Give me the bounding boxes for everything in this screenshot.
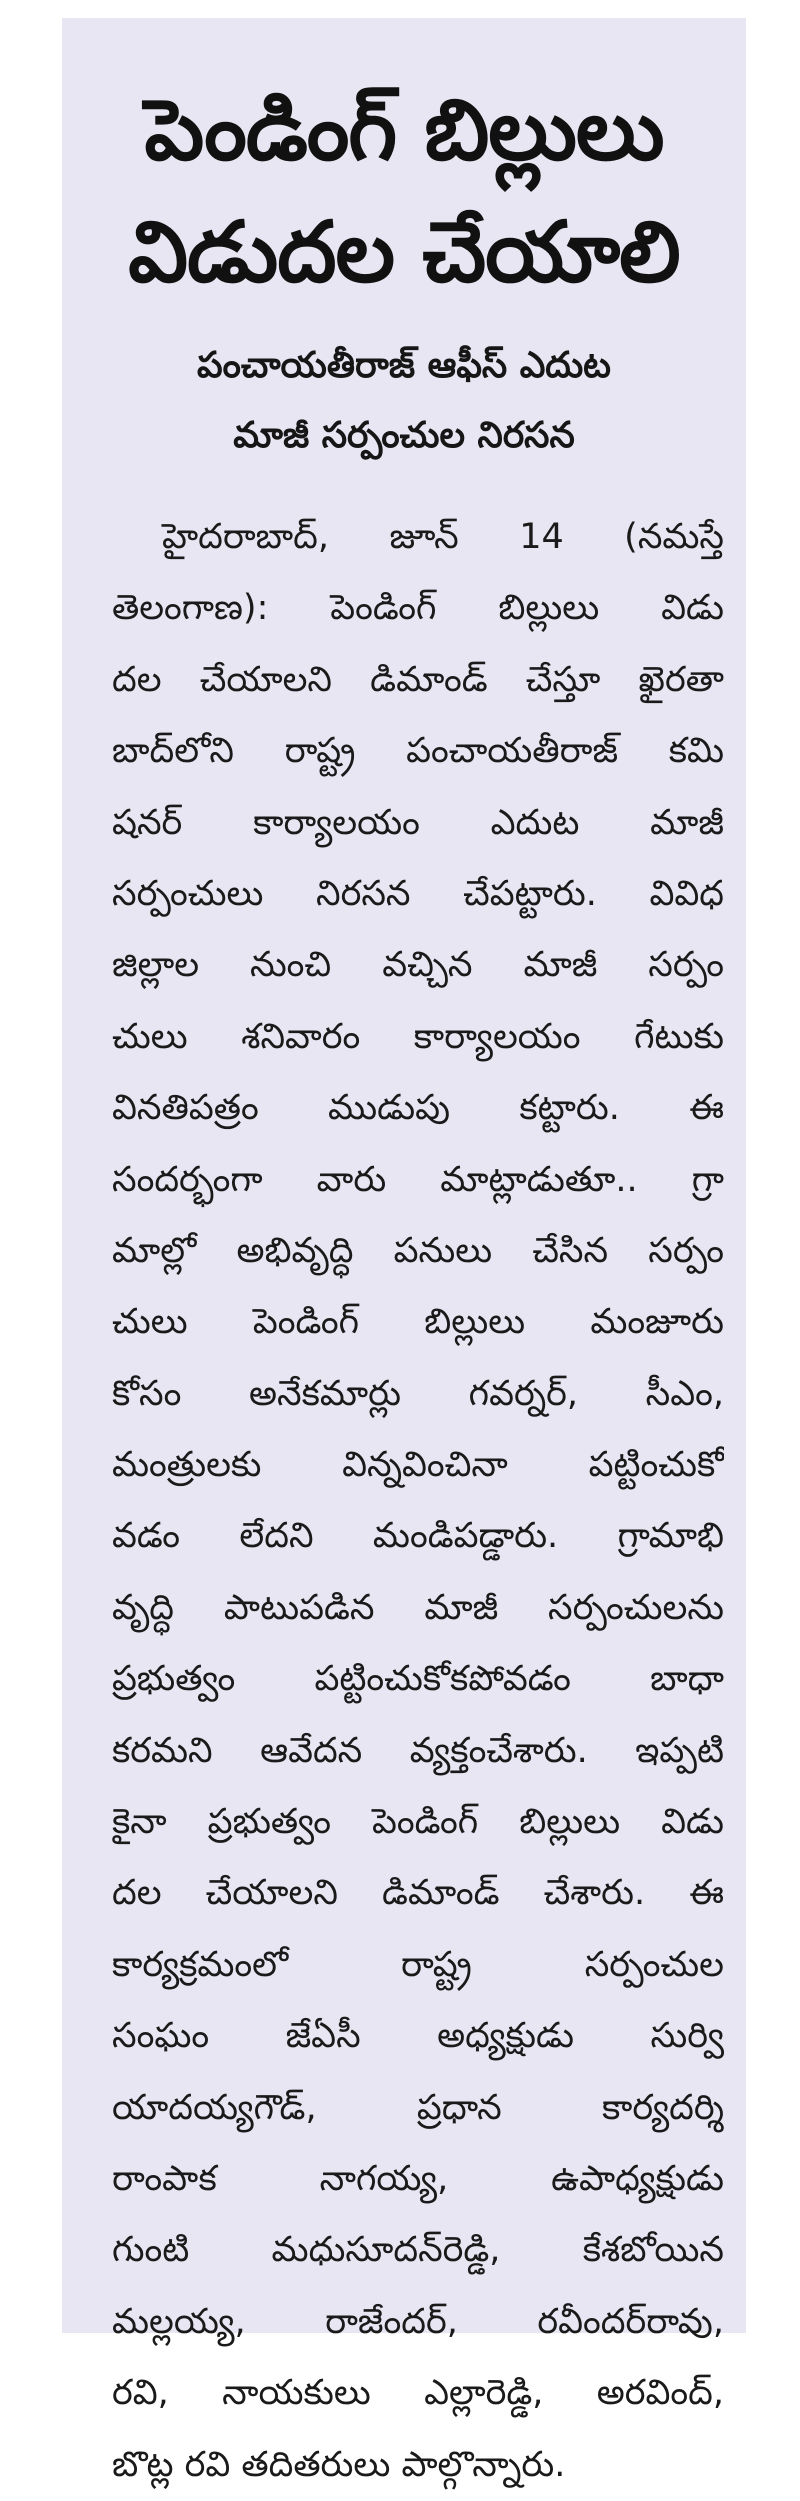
article-body-line: ప్రభుత్వం పట్టించుకోకపోవడం బాధా xyxy=(112,1659,724,1700)
article-body-line: సంఘం జేఏసీ అధ్యక్షుడు సుర్వి xyxy=(112,2016,724,2057)
article-body-line: మల్లయ్య, రాజేందర్, రవీందర్‌రావు, xyxy=(112,2301,724,2342)
headline-line-1: పెండింగ్ బిల్లులు xyxy=(144,81,664,179)
article-body-line: బొట్ల రవి తదితరులు పాల్గొన్నారు. xyxy=(112,2444,566,2485)
article-body-line: తెలంగాణ): పెండింగ్ బిల్లులు విడు xyxy=(112,588,724,629)
article-body-line: వృద్ధి పాటుపడిన మాజీ సర్పంచులను xyxy=(112,1587,724,1628)
article-body-line: కోసం అనేకమార్లు గవర్నర్, సీఎం, xyxy=(112,1373,724,1414)
article-body-line: వడం లేదని మండిపడ్డారు. గ్రామాభి xyxy=(112,1516,724,1557)
article-body-line: కరమని ఆవేదన వ్యక్తంచేశారు. ఇప్పటి xyxy=(112,1730,724,1771)
article-body-line: చులు పెండింగ్ బిల్లులు మంజూరు xyxy=(112,1302,724,1343)
subheadline-line-2: మాజీ సర్పంచుల నిరసన xyxy=(233,415,575,456)
article-body-line: చులు శనివారం కార్యాలయం గేటుకు xyxy=(112,1016,724,1057)
article-body-line: రవి, నాయకులు ఎల్లారెడ్డి, అరవింద్, xyxy=(112,2373,724,2414)
article-body-line: గుంటి మధుసూదన్‌రెడ్డి, కేశబోయిన xyxy=(112,2230,724,2271)
news-clipping xyxy=(62,18,746,2485)
article-body-line: సందర్భంగా వారు మాట్లాడుతూ.. గ్రా xyxy=(112,1159,724,1200)
article-body-line: కార్యక్రమంలో రాష్ట్ర సర్పంచుల xyxy=(112,1944,724,1985)
article-body-line: మంత్రులకు విన్నవించినా పట్టించుకో xyxy=(112,1445,724,1486)
article-body-line: వినతిపత్రం ముడుపు కట్టారు. ఈ xyxy=(112,1088,724,1129)
article-body-line: సర్పంచులు నిరసన చేపట్టారు. వివిధ xyxy=(112,873,724,914)
article-body-line: జిల్లాల నుంచి వచ్చిన మాజీ సర్పం xyxy=(112,945,724,986)
headline-line-2: విడుదల చేయాలి xyxy=(128,203,680,301)
article-body-line: కైనా ప్రభుత్వం పెండింగ్ బిల్లులు విడు xyxy=(112,1802,724,1843)
article-body-line: దల చేయాలని డిమాండ్ చేశారు. ఈ xyxy=(112,1873,724,1914)
article-body xyxy=(112,502,724,2501)
article-body-line: మాల్లో అభివృద్ధి పనులు చేసిన సర్పం xyxy=(112,1230,724,1271)
article-body-line: షనర్ కార్యాలయం ఎదుట మాజీ xyxy=(112,802,724,843)
article-body-line: హైదరాబాద్, జూన్ 14 (నమస్తే xyxy=(162,517,724,557)
subheadline-line-1: పంచాయతీరాజ్ ఆఫీస్ ఎదుట xyxy=(197,345,611,386)
article-body-line: యాదయ్యగౌడ్, ప్రధాన కార్యదర్శి xyxy=(112,2087,724,2128)
article-body-line: బాద్‌లోని రాష్ట్ర పంచాయతీరాజ్ కమి xyxy=(112,731,724,772)
article-body-line: రాంపాక నాగయ్య, ఉపాధ్యక్షుడు xyxy=(112,2158,724,2199)
article-body-line: దల చేయాలని డిమాండ్ చేస్తూ ఖైరతా xyxy=(112,659,724,700)
